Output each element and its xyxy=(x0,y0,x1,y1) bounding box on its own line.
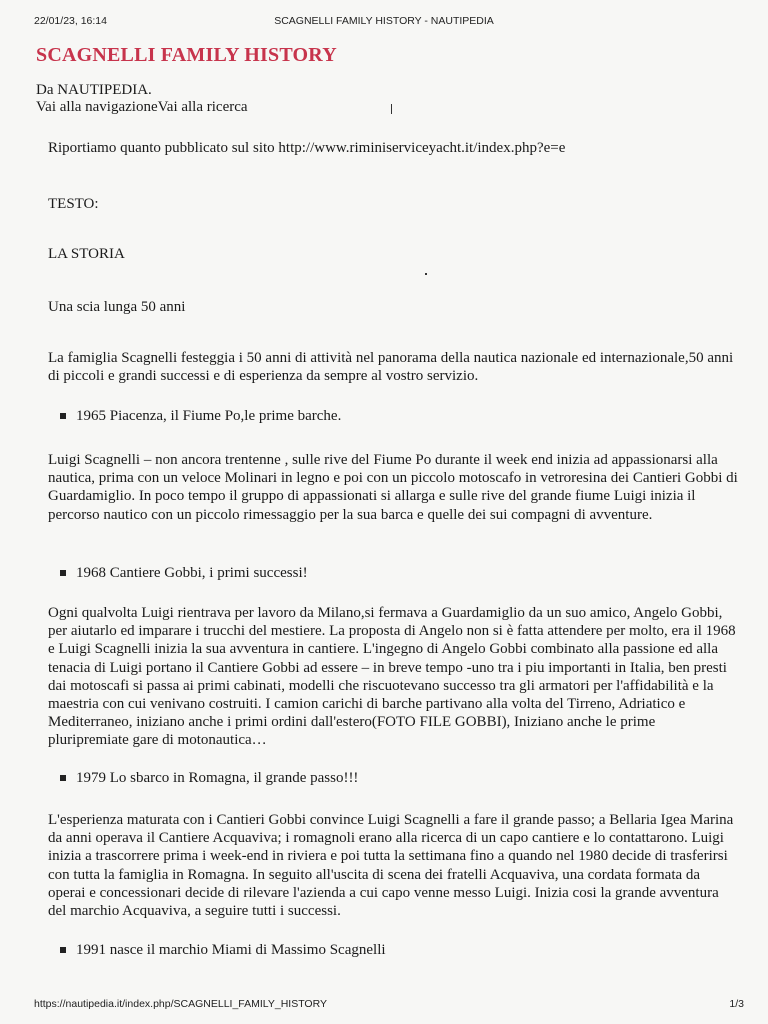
list-item-1979 xyxy=(60,770,358,787)
bullet-square-icon xyxy=(60,570,66,576)
list-item-1965 xyxy=(60,408,341,425)
bullet-square-icon xyxy=(60,775,66,781)
paragraph-1965: Luigi Scagnelli – non ancora trentenne , sulle rive del Fiume Po durante il week end inizia ad appassionarsi alla nautica, prima con un veloce Molinari in legno e poi con un piccolo motoscafo in vetroresina dei Cantieri Gobbi di Guardamiglio. In poco tempo il gruppo di appassionati si allarga e sulle rive del grande fiume Luigi inizia il percorso nautico con un piccolo rimessaggio per la sua barca e quelle dei sui compagni di avventure. xyxy=(48,452,738,523)
skip-links[interactable]: Vai alla navigazioneVai alla ricerca xyxy=(36,99,248,115)
section-heading-storia: LA STORIA xyxy=(48,246,125,262)
bullet-square-icon xyxy=(60,413,66,419)
page-title: SCAGNELLI FAMILY HISTORY xyxy=(36,44,337,66)
print-doc-title: SCAGNELLI FAMILY HISTORY - NAUTIPEDIA xyxy=(274,15,494,27)
section-subtitle: Una scia lunga 50 anni xyxy=(48,299,186,315)
list-item-text: 1979 Lo sbarco in Romagna, il grande passo!!! xyxy=(76,770,359,786)
bullet-square-icon xyxy=(60,947,66,953)
list-item-1968 xyxy=(60,565,308,582)
source-line: Da NAUTIPEDIA. xyxy=(36,82,152,98)
paragraph-1968: Ogni qualvolta Luigi rientrava per lavoro da Milano,si fermava a Guardamiglio da un suo amico, Angelo Gobbi, per aiutarlo ed imparare i trucchi del mestiere. La proposta di Angelo non si è fatta attendere per molto, era il 1968 e Luigi Scagnelli inizia la sua avventura in cantiere. L'ingegno di Angelo Gobbi combinato alla passione ed alla tenacia di Luigi portano il Cantiere Gobbi ad essere – in breve tempo -uno tra i piu importanti in Italia, ben presti dai motoscafi si passa ai primi cabinati, modelli che riscuotevano successo tra gli armatori per l'affidabilità e la maestria con cui venivano costruiti. I camion carichi di barche partivano alla volta del Tirreno, Adriatico e Mediterraneo, iniziano anche i primi ordini dall'estero(FOTO FILE GOBBI), Iniziano anche le prime pluripremiate gare di motonautica… xyxy=(48,605,736,749)
scan-speck xyxy=(391,104,392,114)
list-item-1991 xyxy=(60,942,386,959)
paragraph-anniversary: La famiglia Scagnelli festeggia i 50 anni di attività nel panorama della nautica nazionale ed internazionale,50 anni di piccoli e grandi successi e di esperienza da sempre al vostro servizio. xyxy=(48,350,734,385)
list-item-text: 1965 Piacenza, il Fiume Po,le prime barche. xyxy=(76,408,342,424)
scan-speck xyxy=(425,273,427,275)
page-number: 1/3 xyxy=(729,998,744,1010)
print-url: https://nautipedia.it/index.php/SCAGNELLI_FAMILY_HISTORY xyxy=(34,998,327,1010)
print-datetime: 22/01/23, 16:14 xyxy=(34,15,107,27)
paragraph-1979: L'esperienza maturata con i Cantieri Gobbi convince Luigi Scagnelli a fare il grande passo; a Bellaria Igea Marina da anni operava il Cantiere Acquaviva; i romagnoli erano alla ricerca di un capo cantiere e lo contattarono. Luigi inizia a trascorrere prima i week-end in riviera e poi tutta la settimana fino a quando nel 1980 decide di trasferirsi con tutta la famiglia in Romagna. In seguito all'uscita di scena dei fratelli Acquaviva, una cordata formata da operai e concessionari decide di rilevare l'azienda a cui capo venne messo Luigi. Inizia cosi la grande avventura del marchio Acquaviva, a seguire tutti i successi. xyxy=(48,812,734,920)
intro-paragraph: Riportiamo quanto pubblicato sul sito http://www.riminiserviceyacht.it/index.php?e=e xyxy=(48,140,566,156)
label-testo: TESTO: xyxy=(48,196,99,212)
list-item-text: 1968 Cantiere Gobbi, i primi successi! xyxy=(76,565,308,581)
list-item-text: 1991 nasce il marchio Miami di Massimo Scagnelli xyxy=(76,942,386,958)
